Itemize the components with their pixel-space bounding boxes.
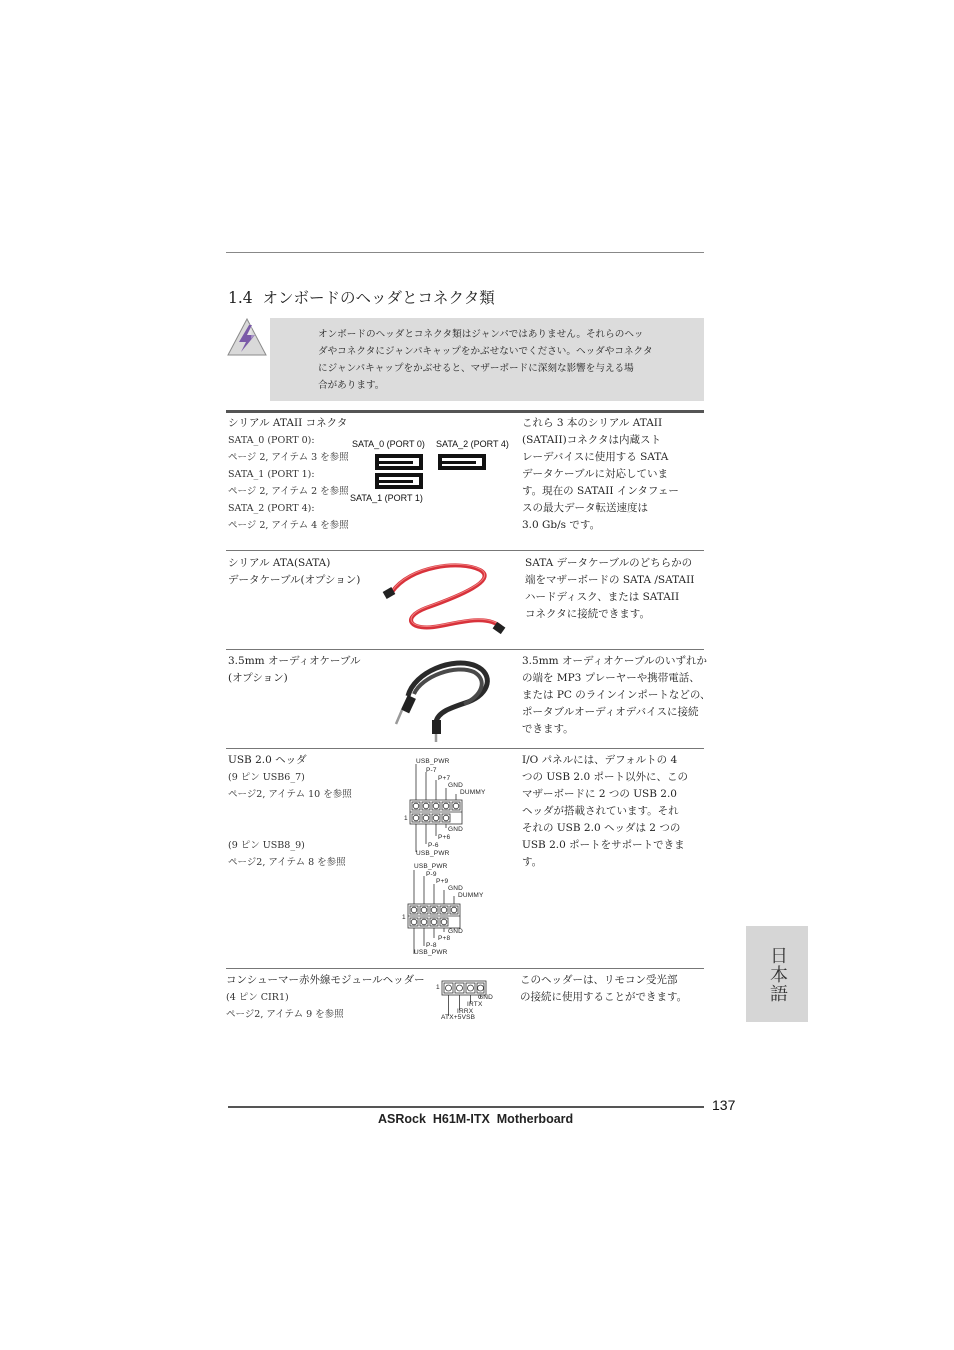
cir-pin1-label: 1	[436, 984, 440, 991]
usb-pin-label: DUMMY	[458, 892, 484, 899]
sata-description	[522, 415, 679, 534]
cir-pin-label: IRRX	[457, 1008, 474, 1015]
warning-icon	[226, 316, 268, 358]
desc-line: データケーブルに対応していま	[522, 468, 669, 480]
sata1-label: SATA_1 (PORT 1)	[350, 493, 423, 503]
cir-header-diagram	[436, 980, 506, 1024]
desc-line: レーデバイスに使用する SATA	[522, 451, 669, 463]
cir-pin-label: GND	[478, 994, 494, 1001]
desc-line: ハードディスク、または SATAII	[525, 591, 680, 603]
usb-pins: (9 ピン USB6_7)	[228, 772, 305, 783]
usb-pin-label: USB_PWR	[416, 850, 450, 857]
desc-line: マザーボードに 2 つの USB 2.0	[522, 788, 677, 800]
usb-pin-label: GND	[448, 782, 464, 789]
desc-line: 3.0 Gb/s です。	[522, 519, 601, 531]
desc-line: これら 3 本のシリアル ATAII	[522, 417, 663, 429]
row-divider	[226, 748, 704, 749]
usb-pin-label: P+8	[438, 935, 451, 942]
warning-box	[270, 318, 704, 401]
audio-cable-image	[394, 652, 498, 742]
page-number: 137	[712, 1097, 736, 1113]
usb-pin-label: P+9	[436, 878, 449, 885]
usb-description	[522, 752, 688, 871]
desc-line: の接続に使用することができます。	[520, 991, 688, 1003]
sata-port-label: SATA_0 (PORT 0):	[228, 435, 315, 446]
usb-pin-label: USB_PWR	[414, 863, 448, 870]
language-tab-label: 日本語	[767, 945, 788, 1003]
usb-pin-label: P-8	[426, 942, 437, 949]
usb-pin1-label: 1	[404, 815, 408, 822]
usb-pin-label: P-9	[426, 871, 437, 878]
warning-line: ダやコネクタにジャンパキャップをかぶせないでください。ヘッダやコネクタ	[318, 346, 653, 357]
desc-line: SATA データケーブルのどちらかの	[525, 557, 693, 569]
desc-line: USB 2.0 ポートをサポートできま	[522, 839, 685, 851]
usb-left-a	[228, 752, 352, 803]
audio-description	[522, 653, 711, 738]
usb-pin-label: GND	[448, 885, 464, 892]
cir-description	[520, 972, 687, 1006]
desc-line: 端をマザーボードの SATA /SATAII	[525, 574, 695, 586]
section-title	[228, 286, 495, 308]
desc-line: このヘッダーは、リモコン受光部	[520, 974, 678, 986]
row-divider	[226, 649, 704, 650]
cable-subtitle: データケーブル(オプション)	[228, 574, 361, 586]
usb-pin-label: GND	[448, 826, 464, 833]
desc-line: つの USB 2.0 ポート以外に、この	[522, 771, 688, 783]
usb-header-diagram-6-7	[402, 756, 492, 860]
cir-ref: ページ2, アイテム 9 を参照	[226, 1009, 344, 1020]
audio-subtitle: (オプション)	[228, 672, 288, 684]
desc-line: または PC のラインインポートなどの、	[522, 689, 711, 701]
desc-line: ヘッダが搭載されています。それ	[522, 805, 679, 817]
sata-left	[228, 415, 349, 534]
usb-ref: ページ2, アイテム 8 を参照	[228, 857, 346, 868]
section-number: 1.4	[228, 289, 253, 307]
desc-line: す。現在の SATAII インタフェー	[522, 485, 679, 497]
footer-model: ASRock H61M-ITX Motherboard	[378, 1112, 574, 1126]
usb-pin-label: P+7	[438, 775, 451, 782]
row-divider	[226, 968, 704, 969]
usb-pin-label: P-7	[426, 767, 437, 774]
warning-line: オンボードのヘッダとコネクタ類はジャンパではありません。それらのヘッ	[318, 329, 644, 340]
usb-pin-label: P-6	[428, 842, 439, 849]
usb-pin-label: USB_PWR	[414, 949, 448, 956]
usb-header-diagram-8-9	[400, 862, 490, 962]
cable-description	[525, 555, 694, 623]
section-title-text: オンボードのヘッダとコネクタ類	[262, 289, 495, 307]
usb-ref: ページ2, アイテム 10 を参照	[228, 789, 352, 800]
row-divider	[226, 410, 704, 413]
desc-line: の端を MP3 プレーヤーや携帯電話、	[522, 672, 700, 684]
desc-line: できます。	[522, 723, 574, 735]
row-divider	[226, 550, 704, 551]
sata-connector-diagram	[346, 436, 518, 508]
sata-ref: ページ 2, アイテム 3 を参照	[228, 452, 349, 463]
usb-pin1-label: 1	[402, 914, 406, 921]
sata-port-label: SATA_2 (PORT 4):	[228, 503, 315, 514]
usb-pin-label: USB_PWR	[416, 758, 450, 765]
usb-pin-label: P+6	[438, 834, 451, 841]
cir-pin-label: ATX+5VSB	[441, 1014, 476, 1021]
desc-line: ポータブルオーディオデバイスに接続	[522, 706, 699, 718]
cir-title: コンシューマー赤外線モジュールヘッダー	[226, 974, 425, 986]
warning-line: 合があります。	[318, 380, 385, 391]
usb-title: USB 2.0 ヘッダ	[228, 754, 307, 766]
language-tab	[746, 926, 808, 1022]
cir-pins: (4 ピン CIR1)	[226, 992, 289, 1003]
warning-line: にジャンパキャップをかぶせると、マザーボードに深刻な影響を与える場	[318, 363, 634, 374]
sata2-label: SATA_2 (PORT 4)	[436, 439, 509, 449]
desc-line: 3.5mm オーディオケーブルのいずれか	[522, 655, 707, 667]
desc-line: I/O パネルには、デフォルトの 4	[522, 754, 678, 766]
top-rule	[226, 252, 704, 253]
sata-ref: ページ 2, アイテム 4 を参照	[228, 520, 349, 531]
desc-line: スの最大データ転送速度は	[522, 502, 648, 514]
usb-left-b	[228, 837, 346, 871]
footer-rule	[228, 1106, 704, 1108]
desc-line: それの USB 2.0 ヘッダは 2 つの	[522, 822, 681, 834]
usb-pins: (9 ピン USB8_9)	[228, 840, 305, 851]
cir-left	[226, 972, 425, 1023]
audio-left	[228, 653, 360, 687]
sata-title: シリアル ATAII コネクタ	[228, 417, 348, 429]
cable-title: シリアル ATA(SATA)	[228, 557, 331, 569]
cable-left	[228, 555, 360, 589]
desc-line: す。	[522, 856, 543, 868]
cir-pin-label: IRTX	[467, 1001, 483, 1008]
usb-pin-label: GND	[448, 928, 464, 935]
sata0-label: SATA_0 (PORT 0)	[352, 439, 425, 449]
sata-port-label: SATA_1 (PORT 1):	[228, 469, 315, 480]
desc-line: コネクタに接続できます。	[525, 608, 650, 620]
usb-pin-label: DUMMY	[460, 789, 486, 796]
sata-ref: ページ 2, アイテム 2 を参照	[228, 486, 349, 497]
desc-line: (SATAII)コネクタは内蔵スト	[522, 434, 661, 446]
audio-title: 3.5mm オーディオケーブル	[228, 655, 361, 667]
sata-cable-image	[380, 556, 510, 636]
